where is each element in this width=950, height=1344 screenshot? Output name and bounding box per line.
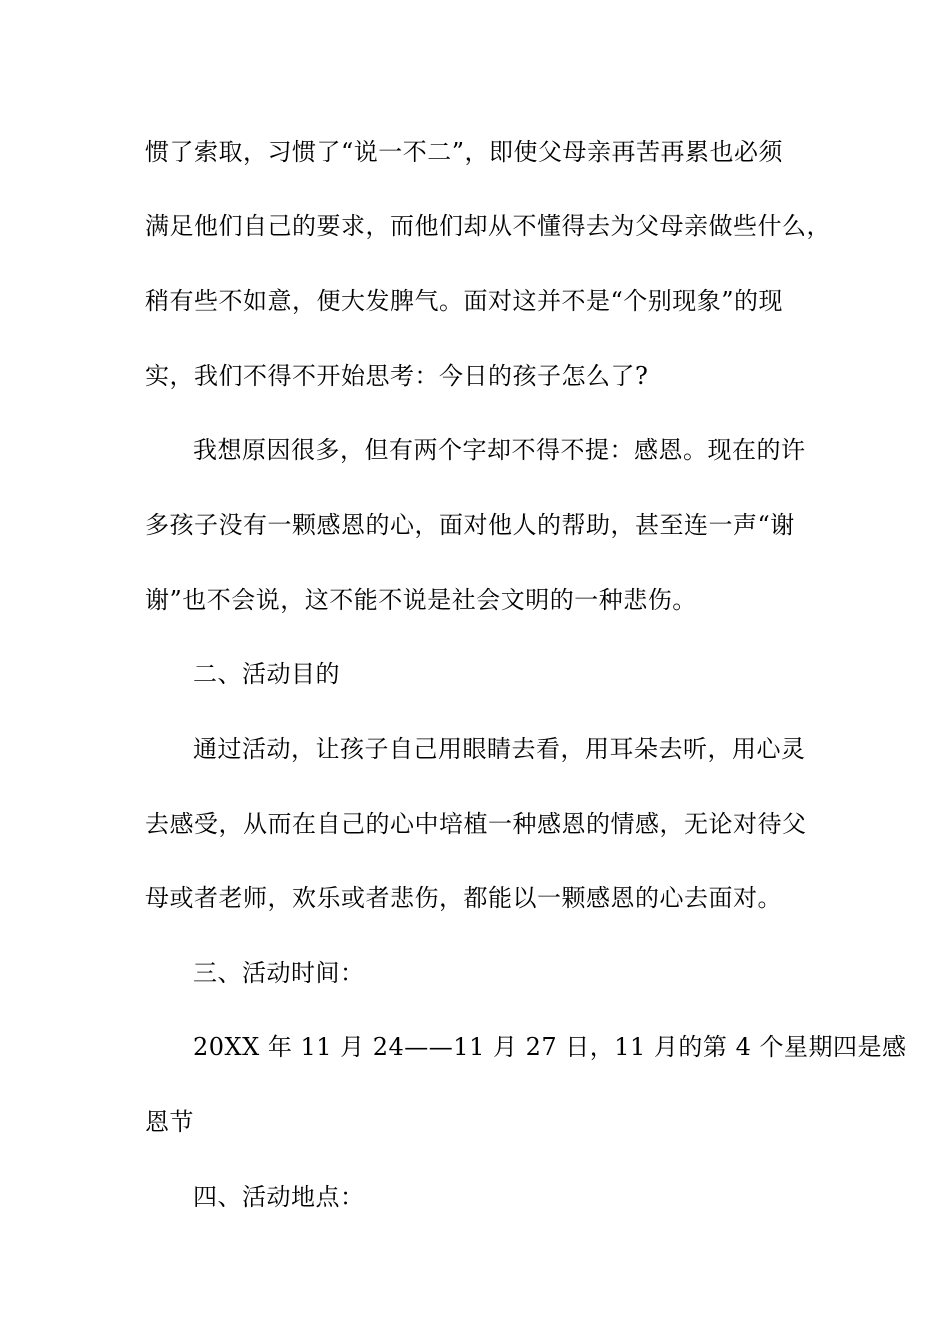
paragraph-line: 谢”也不会说，这不能不说是社会文明的一种悲伤。 [145,586,697,614]
paragraph-line: 惯了索取，习惯了“说一不二”，即使父母亲再苦再累也必须 [145,138,784,166]
section-heading: 四、活动地点： [193,1183,365,1211]
paragraph-line: 恩节 [145,1108,194,1136]
paragraph-line: 20XX 年 11 月 24——11 月 27 日，11 月的第 4 个星期四是感 [193,1033,907,1061]
paragraph-line: 稍有些不如意，便大发脾气。面对这并不是“个别现象”的现 [145,287,784,315]
paragraph-line: 通过活动，让孩子自己用眼睛去看，用耳朵去听，用心灵 [193,735,806,763]
paragraph-line: 去感受，从而在自己的心中培植一种感恩的情感，无论对待父 [145,810,807,838]
section-heading: 二、活动目的 [193,660,340,688]
section-heading: 三、活动时间： [193,959,365,987]
paragraph-line: 多孩子没有一颗感恩的心，面对他人的帮助，甚至连一声“谢 [145,511,795,539]
paragraph-line: 母或者老师，欢乐或者悲伤，都能以一颗感恩的心去面对。 [145,884,782,912]
paragraph-line: 满足他们自己的要求，而他们却从不懂得去为父母亲做些什么， [145,212,831,240]
paragraph-line: 我想原因很多，但有两个字却不得不提：感恩。现在的许 [193,436,806,464]
paragraph-line: 实，我们不得不开始思考：今日的孩子怎么了? [145,362,649,390]
